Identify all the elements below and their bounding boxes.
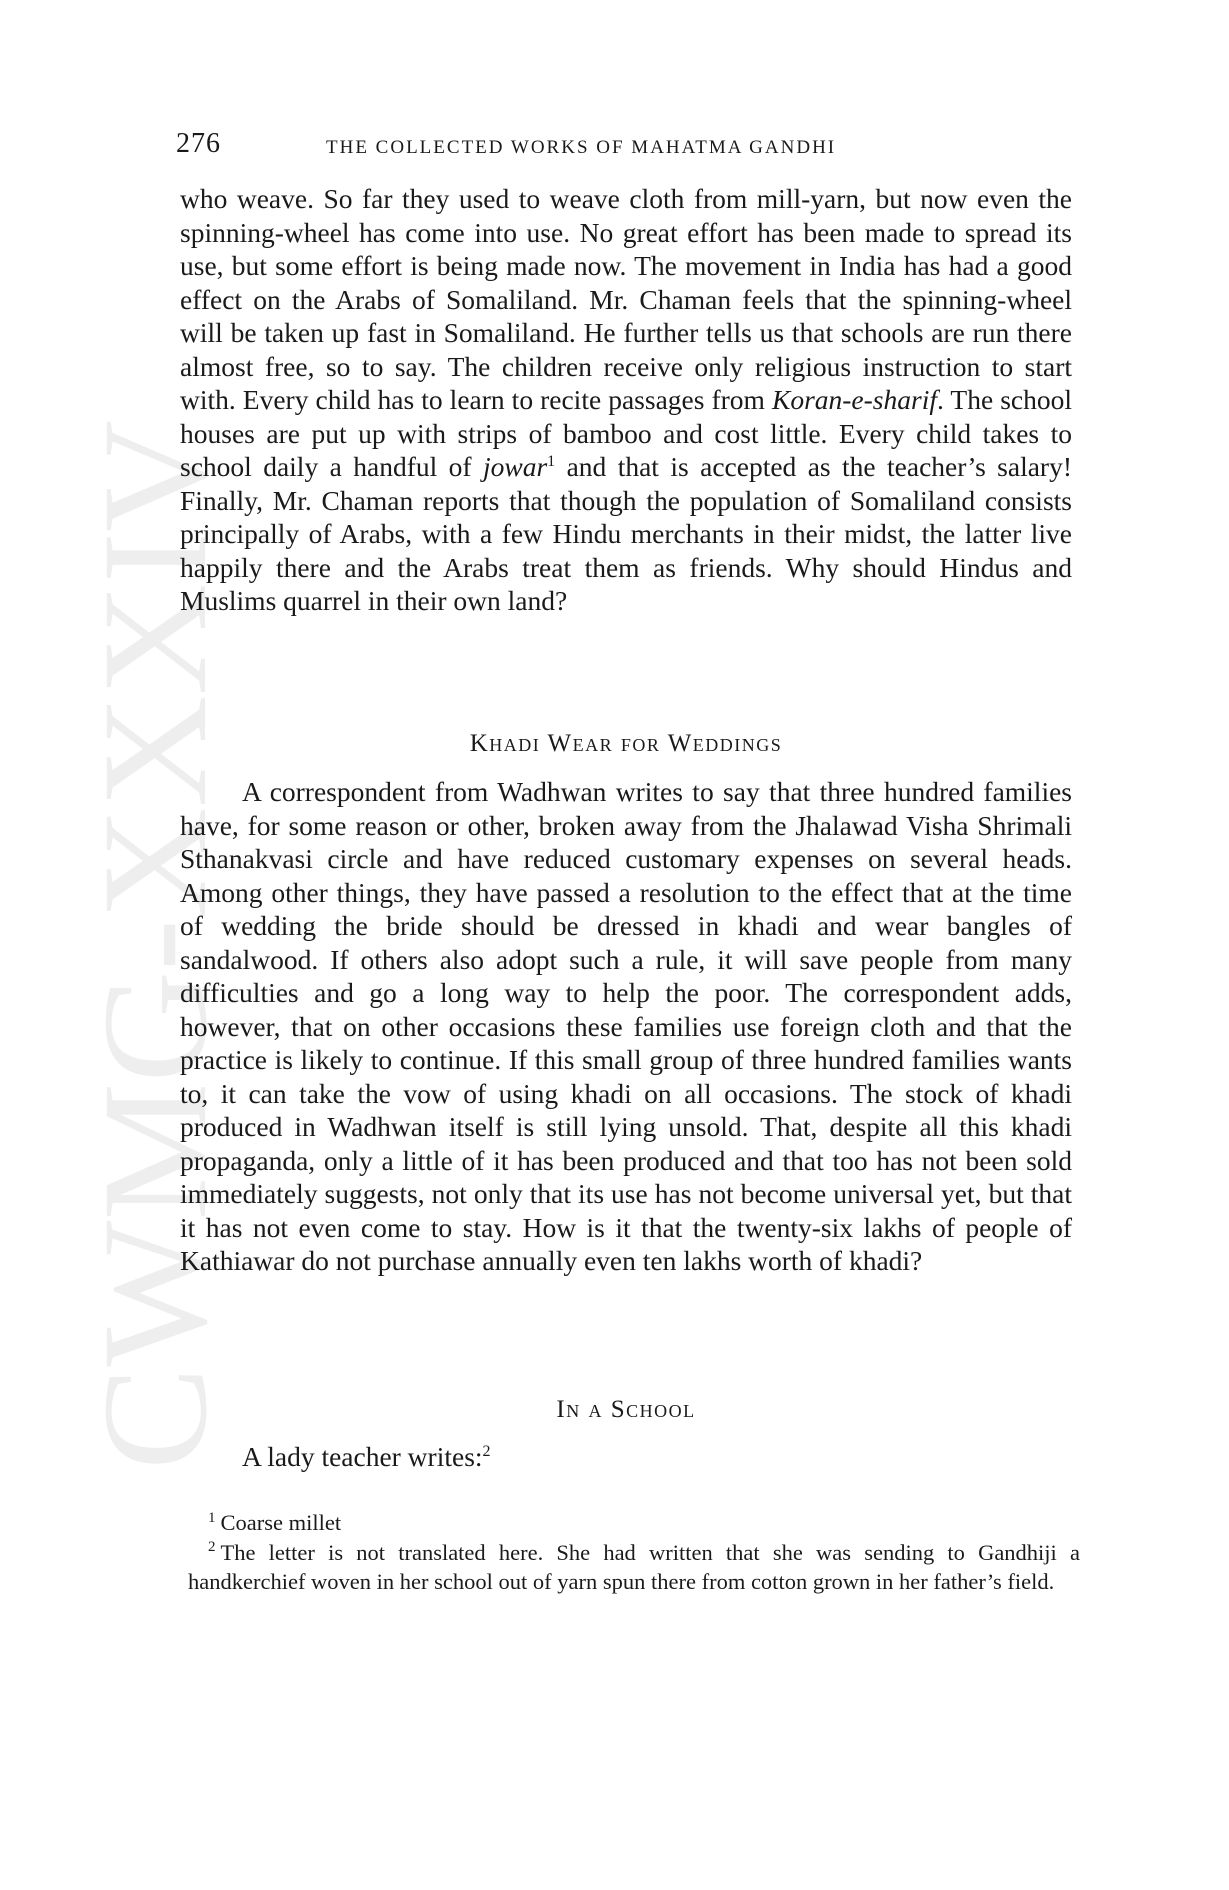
footnotes (188, 1508, 1080, 1597)
footnote-text: Coarse millet (220, 1510, 342, 1535)
running-head (176, 128, 1076, 168)
running-title: THE COLLECTED WORKS OF MAHATMA GANDHI (326, 137, 837, 158)
paragraph-somaliland (180, 182, 1072, 618)
section-heading-in-a-school: In a School (556, 1396, 696, 1423)
footnote-reference: 2 (482, 1442, 491, 1460)
page-number: 276 (176, 128, 221, 159)
footnote-mark: 1 (208, 1509, 216, 1526)
paragraph-text: who weave. So far they used to weave cloth from mill-yarn, but now even the spinning-wheel has come into use. No great effort has been made to spread its use, but some effort is being made now. The movement in India has had a good effect on the Arabs of Somaliland. Mr. Chaman feels that the spinning-wheel will be taken up fast in Somaliland. He further tells us that schools are run there almost free, so to say. The children receive only religious instruction to start with. Every child has to learn to recite passages from (180, 183, 1072, 415)
footnote-text: The letter is not translated here. She had written that she was sending to Gandhiji a handkerchief woven in her school out of yarn spun there from cotton grown in her father’s field. (188, 1539, 1080, 1594)
footnote-reference: 1 (547, 452, 556, 470)
footnote (188, 1538, 1080, 1597)
footnote (188, 1508, 1080, 1538)
paragraph-text: . The school houses are put up with strips of bamboo and cost little. Every child takes to school daily a handful of (180, 384, 1073, 482)
section-heading-khadi-weddings: Khadi Wear for Weddings (469, 730, 783, 757)
paragraph-wadhwan: A correspondent from Wadhwan writes to say that three hundred families have, for some reason or other, broken away from the Jhalawad Visha Shrimali Sthanakvasi circle and have reduced customary expenses on several heads. Among other things, they have passed a resolution to the effect that at the time of wedding the bride should be dressed in khadi and wear bangles of sandalwood. If others also adopt such a rule, it will save people from many difficulties and go a long way to help the poor. The correspondent adds, however, that on other occasions these families use foreign cloth and that the practice is likely to continue. If this small group of three hundred families wants to, it can take the vow of using khadi on all occasions. The stock of khadi produced in Wadhwan itself is still lying unsold. That, despite all this khadi propaganda, only a little of it has been produced and that too has not been sold immediately suggests, not only that its use has not become universal yet, but that it has not even come to stay. How is it that the twenty-six lakhs of people of Kathiawar do not purchase annually even ten lakhs worth of khadi? (180, 776, 1072, 1276)
paragraph-lady-teacher (180, 1440, 1072, 1474)
italic-term-koran: Koran-e-sharif (771, 384, 937, 415)
paragraph-text: A lady teacher writes: (242, 1441, 483, 1472)
footnote-mark: 2 (208, 1539, 216, 1555)
italic-term-jowar: jowar (482, 451, 548, 482)
watermark-text: CWMG-XXXIV (72, 453, 238, 1470)
paragraph-text: and that is accepted as the teacher’s salary! Finally, Mr. Chaman reports that though the population of Somaliland consists principally of Arabs, with a few Hindu merchants in their midst, the latter live happily there and the Arabs treat them as friends. Why should Hindus and Muslims quarrel in their own land? (180, 451, 1073, 616)
